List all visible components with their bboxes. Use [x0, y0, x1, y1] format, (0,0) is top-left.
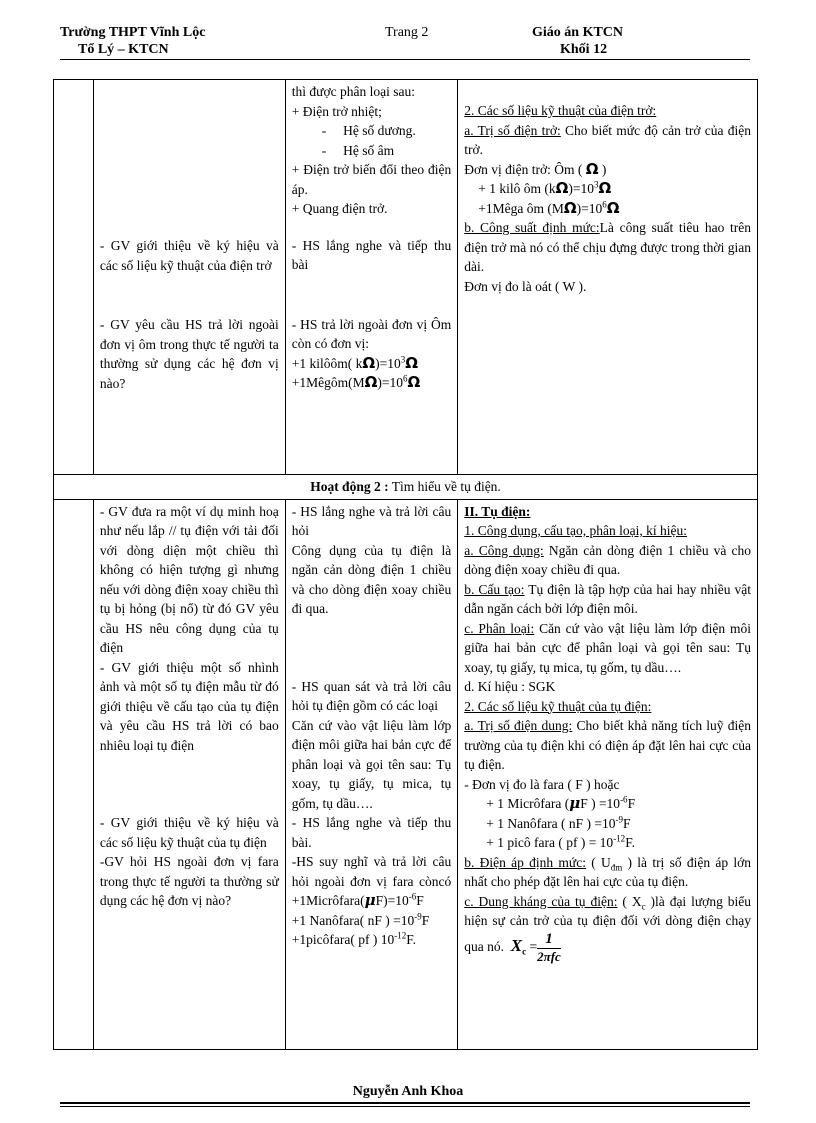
unit-microfarad: $+1Micrôfara(\mu F)=10^{-6}F$	[291, 891, 424, 909]
activity-heading: Hoạt động 2 : Tìm hiểu về tụ điện.	[54, 475, 758, 500]
teacher-text: - GV đưa ra một ví dụ minh hoạ như nếu lắp // tụ điện với tải đối với dòng diện một chiều thì không có hiện tượng gì nhưng nếu với dòng điện xoay chiều thì tụ bị hỏng (bị nổ) từ đó GV yêu cầu HS nêu công dụng của tụ điện	[99, 503, 279, 655]
student-text: - HS quan sát và trả lời câu hỏi tụ điện gồm có các loại	[291, 678, 452, 713]
student-text: - HS lắng nghe và tiếp thu bài.	[291, 815, 452, 850]
unit-picofarad: + 1 picô fara ( pf ) = $10^{-12}F$.	[486, 833, 635, 850]
unit-megaohm: $+1Mêgôm(M\Omega)=10^6\Omega$	[291, 373, 421, 391]
content-text: Đơn vị điện trở: Ôm ( Ω )	[464, 159, 607, 178]
teacher-text: - GV giới thiệu một số nhình ảnh và một số tụ điện mẫu từ đó giới thiệu về cấu tạo của tụ điện và yêu cầu HS trả lời có bao nhiêu loại tụ điện	[99, 659, 279, 753]
table-row	[54, 80, 758, 475]
school-name: Trường THPT Vĩnh Lộc	[60, 25, 206, 40]
section-heading: II. Tụ điện:	[464, 503, 531, 519]
unit-kiloohm: + 1 kilô ôm $(k\Omega)=10^3\Omega$	[478, 179, 612, 197]
header-divider	[60, 59, 750, 60]
student-text: + Điện trở nhiệt;	[291, 103, 382, 119]
table-row	[54, 499, 758, 1049]
table-row	[54, 475, 758, 500]
doc-type: Giáo án KTCN	[532, 25, 624, 40]
section-heading: 1. Công dụng, cấu tạo, phân loại, kí hiệu:	[464, 523, 687, 538]
student-text: + Điện trở biến đổi theo điện áp.	[291, 162, 452, 197]
unit-nanofarad: +1 Nanôfara( nF ) $=10^{-9}F$	[291, 911, 430, 928]
unit-picofarad: +1picôfara( pf ) $10^{-12}F$.	[291, 930, 417, 947]
student-text: Căn cứ vào vật liệu làm lớp điện môi giữa hai bản cực để phân loại và gọi tên sau: Tụ xoay, tụ giấy, tụ mica, tụ gốm, tụ dầu….	[291, 717, 452, 811]
student-text: -HS suy nghĩ và trả lời câu hỏi ngoài đơn vị fara còncó	[291, 854, 452, 889]
section-heading: 2. Các số liệu kỹ thuật của điện trở:	[464, 103, 657, 118]
student-activity-cell	[285, 80, 457, 475]
table-cell-blank	[54, 80, 94, 475]
student-text: - HS trả lời ngoài đơn vị Ôm còn có đơn vị:	[291, 316, 452, 351]
student-text: - HS lắng nghe và tiếp thu bài	[291, 237, 452, 272]
student-text: - HS lắng nghe và trả lời câu hỏi	[291, 503, 452, 538]
group-name: Tổ Lý – KTCN	[78, 42, 169, 57]
content-text: - Đơn vị đo là fara ( F ) hoặc	[464, 776, 620, 792]
unit-kiloohm: +1 kilôôm( $k\Omega)=10^3\Omega$	[291, 353, 419, 372]
author-name: Nguyễn Anh Khoa	[352, 1084, 464, 1099]
content-text: a. Trị số điện trở: Cho biết mức độ cản trở của điện trở.	[464, 122, 751, 157]
content-text: Đơn vị đo là oát ( W ).	[464, 278, 587, 294]
student-text: - Hệ số dương.	[321, 123, 416, 138]
teacher-text: -GV hỏi HS ngoài đơn vị fara trong thực tế người ta thường sử dụng các hệ đơn vị nào?	[99, 854, 279, 908]
teacher-text: - GV giới thiệu về ký hiệu và các số liệu kỹ thuật của điện trở	[99, 238, 279, 273]
teacher-text: - GV yêu cầu HS trả lời ngoài đơn vị ôm trong thực tế người ta thường sử dụng các hệ đơn vị nào?	[99, 317, 279, 391]
student-activity-cell	[285, 499, 457, 1049]
formula-fraction: $\frac{1}{\text{2πfc}}$	[537, 930, 561, 964]
student-text: thì được phân loại sau:	[291, 84, 415, 99]
lesson-content-cell	[458, 499, 758, 1049]
section-heading: 2. Các số liệu kỹ thuật của tụ điện:	[464, 698, 652, 714]
lesson-table	[53, 79, 758, 1050]
footer-divider	[60, 1106, 750, 1107]
student-text: - Hệ số âm	[321, 142, 395, 158]
content-text: c. Dung kháng của tụ điện: ( $X_c$ )là đại lượng biểu hiện sự cản trở của tụ điện đối với dòng điện chạy qua nó. $X_c$ = $\frac{1}{\text{2πfc}}$	[464, 893, 751, 964]
teacher-activity-cell	[93, 80, 285, 475]
teacher-text: - GV giới thiệu về ký hiệu và các số liệu kỹ thuật của tụ điện	[99, 815, 279, 850]
content-text: b. Công suất định mức:Là công suất tiêu hao trên điện trở mà nó có thể chịu đựng được trong thời gian dài.	[464, 220, 752, 274]
unit-megaohm: +1Mêga ôm $(M\Omega)=10^6\Omega$	[478, 198, 620, 217]
content-text: a. Trị số điện dung: Cho biết khả năng tích luỹ điện trường của tụ điện khi có điện áp đặt lên hai cực của tụ điện.	[464, 718, 752, 772]
lesson-content-cell	[458, 80, 758, 475]
capacitive-reactance-formula: $X_c$ = $\frac{1}{\text{2πfc}}$	[510, 930, 561, 964]
student-text: Công dụng của tụ điện là ngăn cản dòng điện 1 chiều và cho dòng điện xoay chiều đi qua.	[291, 542, 452, 616]
unit-microfarad: + 1 Micrôfara (μF ) $=10^{-6}F$	[486, 794, 636, 812]
page-number: Trang 2	[385, 25, 429, 40]
grade: Khối 12	[560, 42, 608, 57]
student-text: + Quang điện trở.	[291, 201, 388, 216]
footer-divider	[60, 1102, 750, 1104]
content-text: a. Công dụng: Ngăn cản dòng điện 1 chiều và cho dòng điện xoay chiều đi qua.	[464, 542, 751, 577]
unit-nanofarad: + 1 Nanôfara ( nF ) $=10^{-9}F$	[486, 814, 631, 831]
content-text: b. Điện áp định mức: ( $U_{đm}$ ) là trị số điện áp lớn nhất cho phép đặt lên hai cực của tụ điện.	[464, 854, 751, 889]
content-text: b. Cấu tạo: Tụ điện là tập hợp của hai hay nhiều vật dẫn ngăn cách bởi lớp điện môi.	[464, 581, 751, 616]
teacher-activity-cell	[93, 499, 285, 1049]
content-text: d. Kí hiệu : SGK	[464, 679, 556, 694]
table-cell-blank	[54, 499, 94, 1049]
content-text: c. Phân loại: Căn cứ vào vật liệu làm lớp điện môi giữa hai bản cực để phân loại và gọi tên sau: Tụ xoay, tụ giấy, tụ mica, tụ gốm, tụ dầu….	[464, 620, 751, 675]
